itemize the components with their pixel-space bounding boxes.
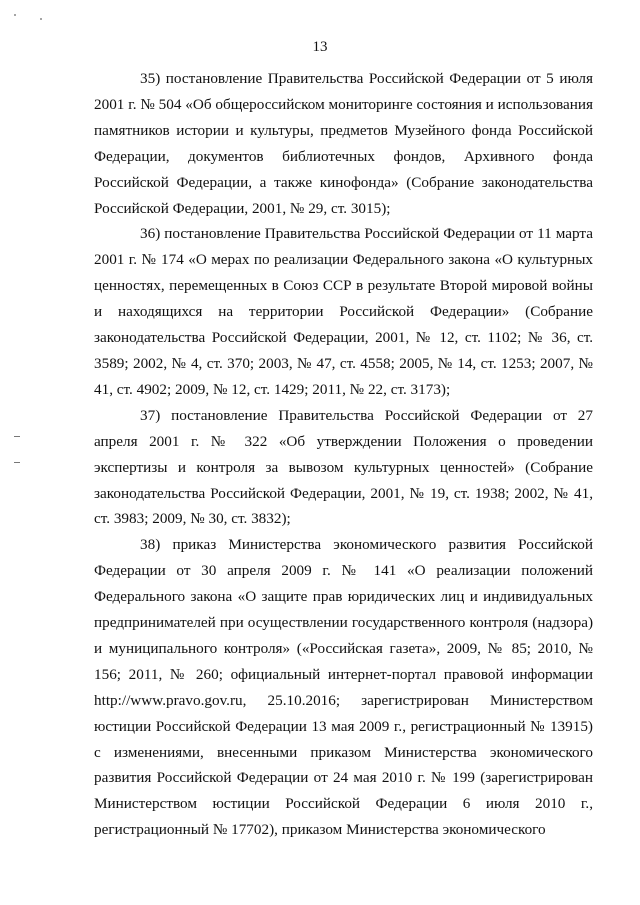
list-item-36: 36) постановление Правительства Российской Федерации от 11 марта 2001 г. № 174 «О мерах по реализации Федерального закона «О культурных ценностях, перемещенных в Союз ССР в результате Второй мировой войны и находящихся на территории Российской Федерации» (Собрание законодательства Российской Федерации, 2001, № 12, ст. 1102; № 36, ст. 3589; 2002, № 4, ст. 370; 2003, № 47, ст. 4558; 2005, № 14, ст. 1253; 2007, № 41, ст. 4902; 2009, № 12, ст. 1429; 2011, № 22, ст. 3173); (94, 225, 593, 398)
scan-speck (40, 18, 42, 20)
page-number: 13 (312, 39, 328, 55)
list-item-38: 38) приказ Министерства экономического развития Российской Федерации от 30 апреля 2009 г. № 141 «О реализации положений Федерального закона «О защите прав юридических лиц и индивидуальных предпринимателей при осуществлении государственного контроля (надзора) и муниципального контроля» («Российская газета», 2009, № 85; 2010, № 156; 2011, № 260; официальный интернет-портал правовой информации http://www.pravo.gov.ru, 25.10.2016; зарегистрирован Министерством юстиции Российской Федерации 13 мая 2009 г., регистрационный № 13915) с изменениями, внесенными приказом Министерства экономического развития Российской Федерации от 24 мая 2010 г. № 199 (зарегистрирован Министерством юстиции Российской Федерации 6 июля 2010 г., регистрационный № 17702), приказом Министерства экономического (94, 536, 593, 839)
list-item-35: 35) постановление Правительства Российской Федерации от 5 июля 2001 г. № 504 «Об общероссийском мониторинге состояния и использования памятников истории и культуры, предметов Музейного фонда Российской Федерации, документов библиотечных фондов, Архивного фонда Российской Федерации, а также кинофонда» (Собрание законодательства Российской Федерации, 2001, № 29, ст. 3015); (94, 70, 593, 217)
document-body (94, 66, 593, 843)
scan-mark (14, 436, 20, 437)
scan-mark (14, 462, 20, 463)
scan-speck (14, 14, 16, 16)
list-item-37: 37) постановление Правительства Российской Федерации от 27 апреля 2001 г. № 322 «Об утверждении Положения о проведении экспертизы и контроля за вывозом культурных ценностей» (Собрание законодательства Российской Федерации, 2001, № 19, ст. 1938; 2002, № 41, ст. 3983; 2009, № 30, ст. 3832); (94, 406, 593, 528)
